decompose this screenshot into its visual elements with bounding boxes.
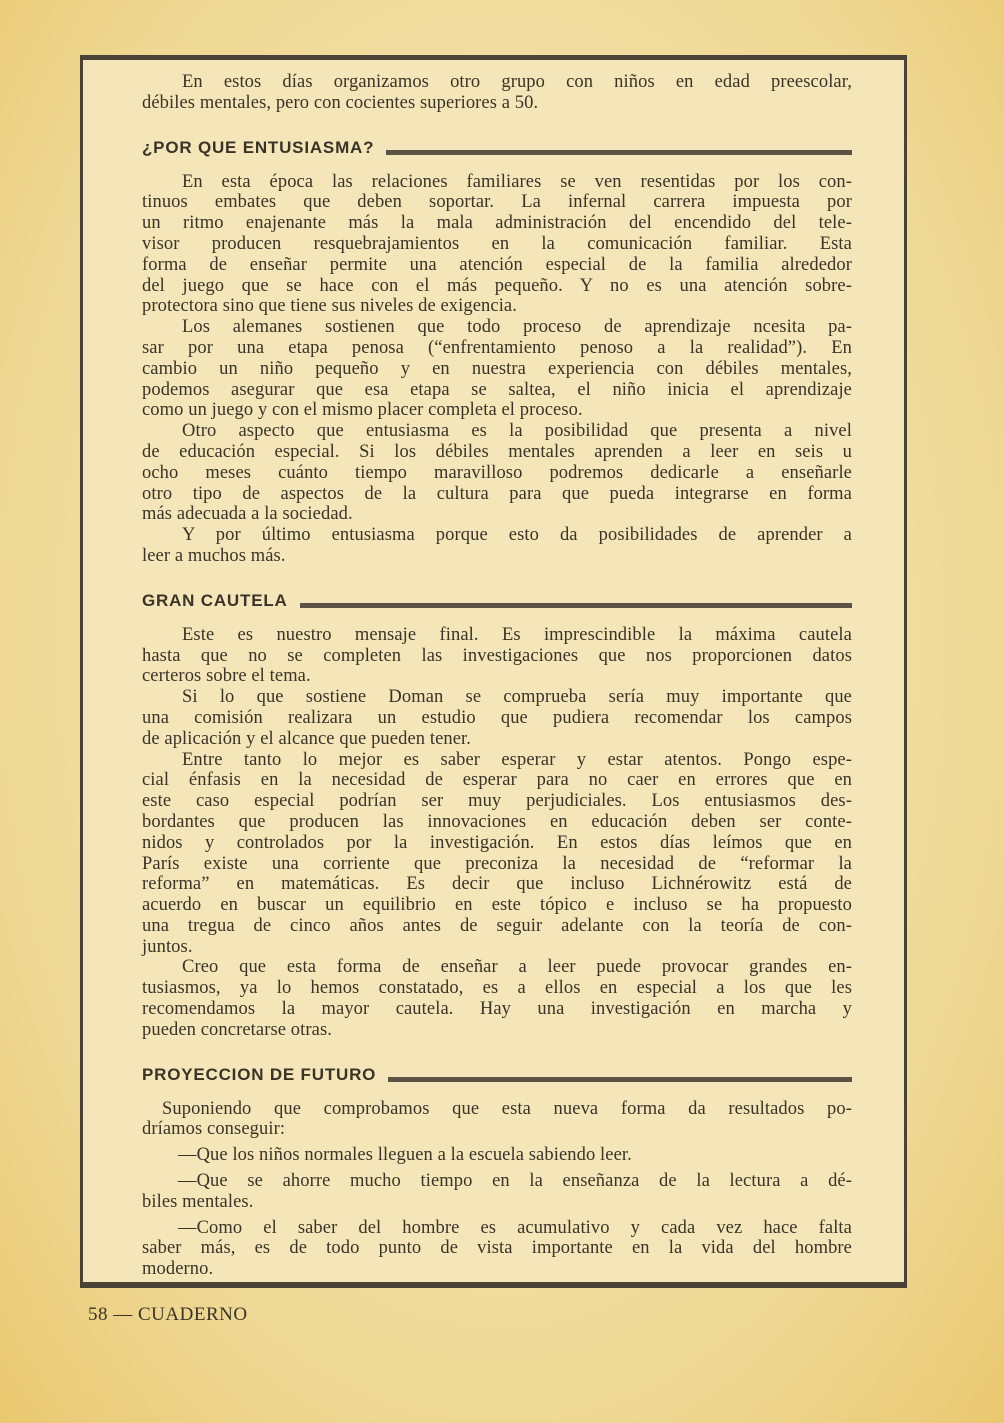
text-line: París existe una corriente que preconiza la necesidad de “reformar la bbox=[142, 853, 852, 874]
text-line: de educación especial. Si los débiles mentales aprenden a leer en seis u bbox=[142, 441, 852, 462]
text-line: Otro aspecto que entusiasma es la posibilidad que presenta a nivel bbox=[182, 421, 852, 442]
text-line: certeros sobre el tema. bbox=[142, 666, 311, 687]
text-line: Entre tanto lo mejor es saber esperar y estar atentos. Pongo espe- bbox=[182, 749, 852, 770]
page-footer: 58 — CUADERNO bbox=[88, 1304, 248, 1325]
text-line: forma de enseñar permite una atención especial de la familia alrededor bbox=[142, 254, 852, 275]
text-line: En estos días organizamos otro grupo con niños en edad preescolar, bbox=[182, 72, 852, 92]
text-line: otro tipo de aspectos de la cultura para que pueda integrarse en forma bbox=[142, 483, 852, 504]
text-line: biles mentales. bbox=[142, 1191, 254, 1212]
paragraph bbox=[142, 1171, 852, 1213]
text-line: —Que los niños normales lleguen a la escuela sabiendo leer. bbox=[178, 1145, 632, 1166]
section-title: PROYECCION DE FUTURO bbox=[142, 1064, 377, 1084]
section-heading bbox=[142, 1061, 852, 1085]
heading-rule bbox=[300, 603, 852, 608]
text-line: moderno. bbox=[142, 1259, 214, 1280]
text-line: más adecuada a la sociedad. bbox=[142, 504, 353, 525]
text-line: bordantes que producen las innovaciones en educación deben ser conte- bbox=[142, 811, 852, 832]
text-line: este caso especial podrían ser muy perjudiciales. Los entusiasmos des- bbox=[142, 791, 852, 812]
text-line: juntos. bbox=[142, 936, 193, 957]
text-line: acuerdo en buscar un equilibrio en este tópico e incluso se ha propuesto bbox=[142, 895, 852, 916]
text-line: tinuos embates que deben soportar. La infernal carrera impuesta por bbox=[142, 192, 852, 213]
text-line: cambio un niño pequeño y en nuestra experiencia con débiles mentales, bbox=[142, 358, 852, 379]
paragraph bbox=[142, 72, 852, 114]
text-line: Si lo que sostiene Doman se comprueba sería muy importante que bbox=[182, 687, 852, 708]
text-line: Los alemanes sostienen que todo proceso de aprendizaje ncesita pa- bbox=[182, 317, 852, 338]
text-line: recomendamos la mayor cautela. Hay una investigación en marcha y bbox=[142, 999, 852, 1020]
text-line: como un juego y con el mismo placer completa el proceso. bbox=[142, 400, 583, 421]
text-line: sar por una etapa penosa (“enfrentamiento penoso a la realidad”). En bbox=[142, 337, 852, 358]
text-line: del juego que se hace con el más pequeño. Y no es una atención sobre- bbox=[142, 275, 852, 296]
section-title: GRAN CAUTELA bbox=[142, 590, 288, 610]
text-line: Suponiendo que comprobamos que esta nueva forma da resultados po- bbox=[162, 1098, 852, 1119]
paragraph bbox=[142, 1099, 852, 1141]
text-line: protectora sino que tiene sus niveles de exigencia. bbox=[142, 296, 517, 317]
text-line: —Que se ahorre mucho tiempo en la enseñanza de la lectura a dé- bbox=[178, 1171, 852, 1192]
paragraph bbox=[142, 317, 852, 421]
text-line: de aplicación y el alcance que pueden tener. bbox=[142, 728, 472, 749]
text-line: Y por último entusiasma porque esto da posibilidades de aprender a bbox=[182, 525, 852, 546]
text-line: un ritmo enajenante más la mala administración del encendido del tele- bbox=[142, 213, 852, 234]
text-line: cial énfasis en la necesidad de esperar para no caer en errores que en bbox=[142, 770, 852, 791]
paragraph bbox=[142, 750, 852, 958]
text-line: una comisión realizara un estudio que pudiera recomendar los campos bbox=[142, 707, 852, 728]
paragraph bbox=[142, 625, 852, 687]
text-line: pueden concretarse otras. bbox=[142, 1019, 332, 1040]
paragraph bbox=[142, 957, 852, 1040]
paragraph bbox=[142, 1218, 852, 1280]
text-line: podemos asegurar que esa etapa se saltea, el niño inicia el aprendizaje bbox=[142, 379, 852, 400]
text-line: dríamos conseguir: bbox=[142, 1119, 286, 1140]
paragraph bbox=[142, 172, 852, 318]
text-line: leer a muchos más. bbox=[142, 545, 286, 566]
text-line: ocho meses cuánto tiempo maravilloso podremos dedicarle a enseñarle bbox=[142, 462, 852, 483]
text-line: saber más, es de todo punto de vista importante en la vida del hombre bbox=[142, 1238, 852, 1259]
paragraph bbox=[142, 1145, 852, 1166]
text-line: débiles mentales, pero con cocientes superiores a 50. bbox=[142, 92, 539, 113]
heading-rule bbox=[386, 150, 852, 155]
text-line: —Como el saber del hombre es acumulativo y cada vez hace falta bbox=[178, 1217, 852, 1238]
text-line: Este es nuestro mensaje final. Es imprescindible la máxima cautela bbox=[182, 624, 852, 645]
text-line: una tregua de cinco años antes de seguir adelante con la teoría de con- bbox=[142, 915, 852, 936]
paragraph bbox=[142, 421, 852, 525]
section-title: ¿POR QUE ENTUSIASMA? bbox=[142, 137, 375, 157]
text-line: tusiasmos, ya lo hemos constatado, es a ellos en especial a los que les bbox=[142, 978, 852, 999]
text-line: nidos y controlados por la investigación. En estos días leímos que en bbox=[142, 832, 852, 853]
paragraph bbox=[142, 687, 852, 749]
article-body bbox=[142, 72, 852, 1280]
heading-rule bbox=[388, 1077, 852, 1082]
paragraph bbox=[142, 525, 852, 567]
text-line: visor producen resquebrajamientos en la comunicación familiar. Esta bbox=[142, 233, 852, 254]
section-heading bbox=[142, 134, 852, 158]
text-line: Creo que esta forma de enseñar a leer puede provocar grandes en- bbox=[182, 957, 852, 978]
text-line: hasta que no se completen las investigaciones que nos proporcionen datos bbox=[142, 645, 852, 666]
text-line: reforma” en matemáticas. Es decir que incluso Lichnérowitz está de bbox=[142, 874, 852, 895]
section-heading bbox=[142, 587, 852, 611]
text-line: En esta época las relaciones familiares se ven resentidas por los con- bbox=[182, 171, 852, 192]
